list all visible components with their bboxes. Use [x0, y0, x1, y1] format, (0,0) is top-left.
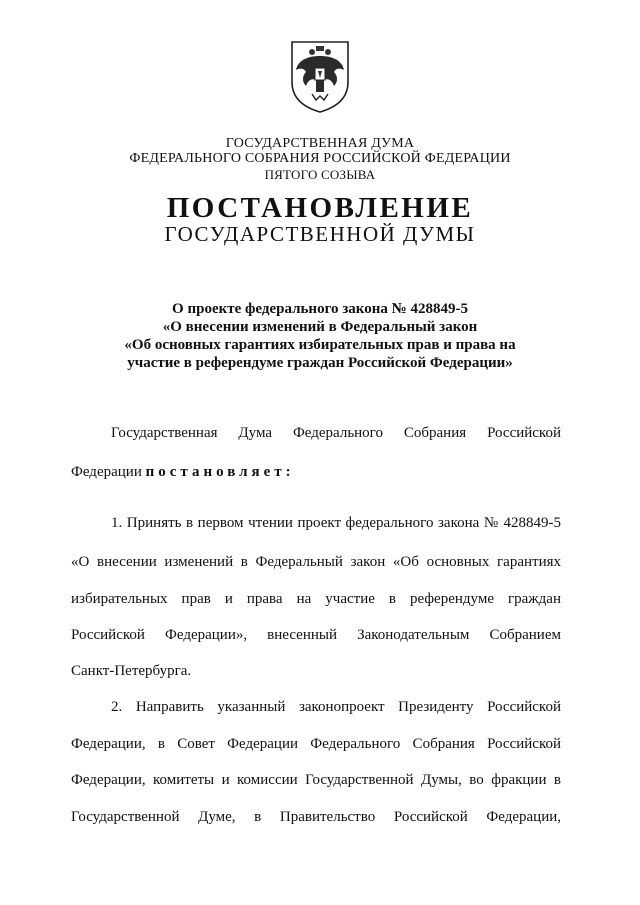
coat-of-arms-emblem-icon [288, 38, 352, 114]
item1-line-2: «О внесении изменений в Федеральный закон «Об основных гарантиях [71, 554, 561, 570]
header-line-3: ПЯТОГО СОЗЫВА [264, 167, 376, 182]
item1-line-1: 1. Принять в первом чтении проект федерального закона № 428849-5 [111, 515, 561, 531]
subject-line-2: «О внесении изменений в Федеральный закон [162, 319, 478, 335]
subject-line-1: О проекте федерального закона № 428849-5 [172, 301, 468, 317]
header-line-2: ФЕДЕРАЛЬНОГО СОБРАНИЯ РОССИЙСКОЙ ФЕДЕРАЦИИ [129, 151, 511, 166]
item2-line-2: Федерации, в Совет Федерации Федерального Собрания Российской [71, 736, 561, 752]
item1-line-5: Санкт-Петербурга. [71, 663, 192, 679]
subject-line-4: участие в референдуме граждан Российской Федерации» [127, 355, 513, 371]
preamble-line-2 [71, 463, 295, 481]
item1-line-4: Российской Федерации», внесенный Законодательным Собранием [71, 627, 561, 643]
item2-line-1: 2. Направить указанный законопроект Президенту Российской [111, 699, 561, 715]
header-line-1: ГОСУДАРСТВЕННАЯ ДУМА [225, 136, 415, 151]
preamble-line-2-start: Федерации [71, 464, 146, 480]
document-title: ПОСТАНОВЛЕНИЕ [166, 192, 474, 224]
subject-line-3: «Об основных гарантиях избирательных прав и права на [124, 337, 516, 353]
item1-line-3: избирательных прав и права на участие в референдуме граждан [71, 591, 561, 607]
preamble-line-1: Государственная Дума Федерального Собрания Российской [111, 425, 561, 441]
item2-line-4: Государственной Думе, в Правительство Российской Федерации, [71, 809, 561, 825]
resolution-verb: постановляет: [145, 464, 295, 480]
item2-line-3: Федерации, комитеты и комиссии Государственной Думы, во фракции в [71, 772, 561, 788]
document-subtitle: ГОСУДАРСТВЕННОЙ ДУМЫ [164, 222, 476, 246]
